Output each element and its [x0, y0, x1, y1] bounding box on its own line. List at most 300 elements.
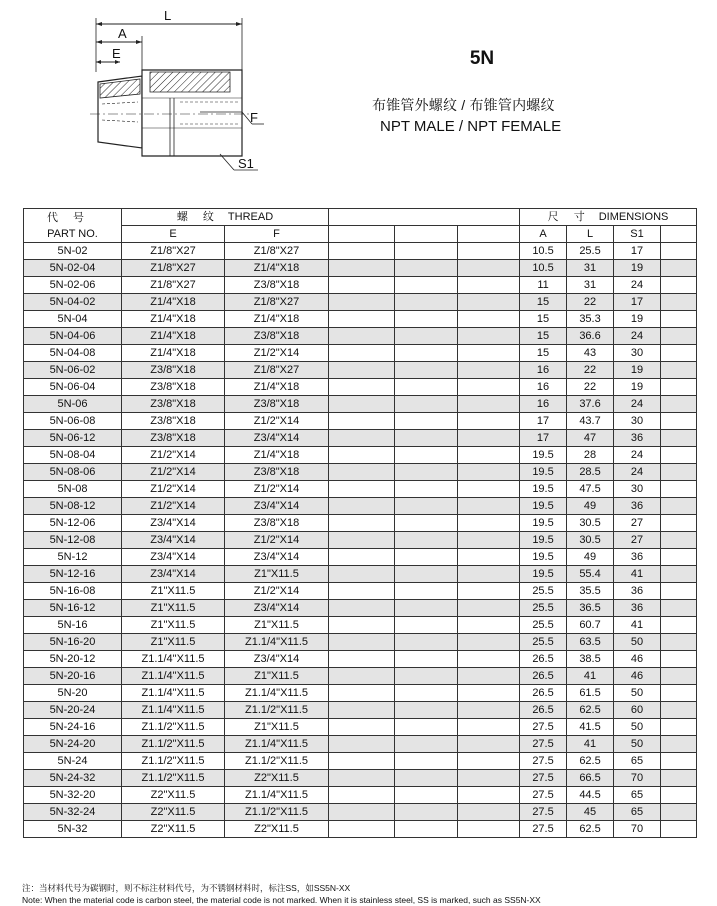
- thread-e-cell: Z1/2"X14: [122, 498, 225, 515]
- empty-cell: [661, 260, 697, 277]
- dim-a-cell: 17: [520, 430, 567, 447]
- part-no-cell: 5N-02-06: [24, 277, 122, 294]
- empty-cell: [661, 345, 697, 362]
- part-no-cell: 5N-16-20: [24, 634, 122, 651]
- dim-s1-cell: 60: [614, 702, 661, 719]
- thread-f-cell: Z1/4"X18: [225, 379, 329, 396]
- dim-s1-cell: 27: [614, 532, 661, 549]
- dim-s1-cell: 19: [614, 260, 661, 277]
- dim-l-cell: 41: [567, 736, 614, 753]
- empty-cell: [329, 379, 395, 396]
- table-row: [24, 345, 697, 362]
- thread-e-cell: Z1/2"X14: [122, 481, 225, 498]
- dim-s1-cell: 30: [614, 345, 661, 362]
- thread-e-cell: Z3/8"X18: [122, 413, 225, 430]
- empty-cell: [458, 617, 520, 634]
- dim-l-cell: 36.6: [567, 328, 614, 345]
- empty-cell: [329, 345, 395, 362]
- thread-f-cell: Z1/4"X18: [225, 447, 329, 464]
- header-empty: [329, 226, 395, 243]
- part-no-cell: 5N-04-06: [24, 328, 122, 345]
- part-no-cell: 5N-12-16: [24, 566, 122, 583]
- dim-a-cell: 19.5: [520, 464, 567, 481]
- header-empty: [458, 226, 520, 243]
- dim-a-cell: 26.5: [520, 651, 567, 668]
- empty-cell: [329, 787, 395, 804]
- dim-a-cell: 19.5: [520, 447, 567, 464]
- empty-cell: [395, 260, 458, 277]
- dim-l-cell: 44.5: [567, 787, 614, 804]
- empty-cell: [661, 413, 697, 430]
- empty-cell: [458, 498, 520, 515]
- thread-f-cell: Z1/2"X14: [225, 583, 329, 600]
- dim-l-cell: 28.5: [567, 464, 614, 481]
- dim-l-cell: 62.5: [567, 821, 614, 838]
- thread-e-cell: Z2"X11.5: [122, 787, 225, 804]
- empty-cell: [458, 566, 520, 583]
- part-no-cell: 5N-06: [24, 396, 122, 413]
- thread-f-cell: Z3/8"X18: [225, 277, 329, 294]
- empty-cell: [661, 481, 697, 498]
- table-row: [24, 804, 697, 821]
- empty-cell: [661, 498, 697, 515]
- table-row: [24, 702, 697, 719]
- part-no-cell: 5N-08: [24, 481, 122, 498]
- dim-l-cell: 37.6: [567, 396, 614, 413]
- part-no-cell: 5N-04-02: [24, 294, 122, 311]
- dim-s1-cell: 36: [614, 600, 661, 617]
- part-no-cell: 5N-02-04: [24, 260, 122, 277]
- header-row-bottom: [24, 226, 697, 243]
- thread-f-cell: Z1/4"X18: [225, 311, 329, 328]
- dim-a-cell: 27.5: [520, 770, 567, 787]
- empty-cell: [458, 362, 520, 379]
- dim-l-cell: 43: [567, 345, 614, 362]
- empty-cell: [395, 345, 458, 362]
- dim-l-cell: 43.7: [567, 413, 614, 430]
- empty-cell: [329, 277, 395, 294]
- dim-a-cell: 19.5: [520, 532, 567, 549]
- dim-l-cell: 61.5: [567, 685, 614, 702]
- empty-cell: [395, 515, 458, 532]
- empty-cell: [661, 719, 697, 736]
- empty-cell: [661, 617, 697, 634]
- empty-cell: [329, 702, 395, 719]
- empty-cell: [661, 600, 697, 617]
- table-row: [24, 328, 697, 345]
- empty-cell: [458, 549, 520, 566]
- empty-cell: [458, 260, 520, 277]
- dim-a-cell: 16: [520, 379, 567, 396]
- dim-l-cell: 30.5: [567, 532, 614, 549]
- empty-cell: [329, 328, 395, 345]
- empty-cell: [661, 668, 697, 685]
- empty-cell: [661, 515, 697, 532]
- empty-cell: [458, 753, 520, 770]
- empty-cell: [661, 396, 697, 413]
- dim-l-cell: 49: [567, 549, 614, 566]
- empty-cell: [329, 549, 395, 566]
- empty-cell: [661, 464, 697, 481]
- header-l: L: [567, 226, 614, 243]
- table-row: [24, 600, 697, 617]
- dim-s1-cell: 36: [614, 549, 661, 566]
- part-no-cell: 5N-24-20: [24, 736, 122, 753]
- header-dim-en: DIMENSIONS: [598, 211, 669, 223]
- empty-cell: [395, 294, 458, 311]
- table-row: [24, 243, 697, 260]
- header-dimensions: [520, 209, 697, 226]
- part-no-cell: 5N-24-16: [24, 719, 122, 736]
- empty-cell: [329, 362, 395, 379]
- dim-s1-cell: 30: [614, 413, 661, 430]
- dim-a-cell: 27.5: [520, 736, 567, 753]
- table-row: [24, 430, 697, 447]
- thread-e-cell: Z1.1/2"X11.5: [122, 770, 225, 787]
- part-no-cell: 5N-32: [24, 821, 122, 838]
- thread-f-cell: Z3/4"X14: [225, 430, 329, 447]
- empty-cell: [329, 464, 395, 481]
- thread-e-cell: Z1/8"X27: [122, 277, 225, 294]
- part-no-cell: 5N-32-24: [24, 804, 122, 821]
- header-part-cn: 代 号: [46, 211, 91, 224]
- table-row: [24, 634, 697, 651]
- thread-e-cell: Z1.1/2"X11.5: [122, 753, 225, 770]
- header-s1: S1: [614, 226, 661, 243]
- thread-f-cell: Z1.1/2"X11.5: [225, 702, 329, 719]
- dim-s1-cell: 65: [614, 787, 661, 804]
- empty-cell: [395, 311, 458, 328]
- empty-cell: [329, 396, 395, 413]
- part-no-cell: 5N-16-12: [24, 600, 122, 617]
- empty-cell: [661, 702, 697, 719]
- empty-cell: [395, 651, 458, 668]
- empty-cell: [458, 685, 520, 702]
- dim-l-cell: 35.5: [567, 583, 614, 600]
- empty-cell: [395, 549, 458, 566]
- empty-cell: [661, 634, 697, 651]
- thread-e-cell: Z1/2"X14: [122, 464, 225, 481]
- part-no-cell: 5N-16-08: [24, 583, 122, 600]
- thread-f-cell: Z1"X11.5: [225, 719, 329, 736]
- thread-e-cell: Z1"X11.5: [122, 634, 225, 651]
- empty-cell: [458, 702, 520, 719]
- empty-cell: [661, 532, 697, 549]
- dim-s1-cell: 46: [614, 668, 661, 685]
- dim-s1-cell: 17: [614, 294, 661, 311]
- fitting-drawing: [80, 2, 280, 187]
- table-row: [24, 583, 697, 600]
- empty-cell: [329, 532, 395, 549]
- description-cn: 布锥管外螺纹 / 布锥管内螺纹: [372, 97, 555, 113]
- dim-s1-cell: 24: [614, 328, 661, 345]
- thread-f-cell: Z1/8"X27: [225, 243, 329, 260]
- table-row: [24, 651, 697, 668]
- dim-label-l: L: [164, 8, 172, 23]
- empty-cell: [329, 430, 395, 447]
- dim-l-cell: 22: [567, 362, 614, 379]
- part-no-cell: 5N-24-32: [24, 770, 122, 787]
- empty-cell: [329, 243, 395, 260]
- empty-cell: [329, 481, 395, 498]
- dim-l-cell: 62.5: [567, 753, 614, 770]
- empty-cell: [395, 277, 458, 294]
- dim-l-cell: 45: [567, 804, 614, 821]
- part-no-cell: 5N-12: [24, 549, 122, 566]
- dim-l-cell: 28: [567, 447, 614, 464]
- table-row: [24, 260, 697, 277]
- dim-s1-cell: 65: [614, 804, 661, 821]
- empty-cell: [395, 566, 458, 583]
- dim-l-cell: 49: [567, 498, 614, 515]
- dim-s1-cell: 50: [614, 685, 661, 702]
- thread-e-cell: Z3/4"X14: [122, 532, 225, 549]
- dim-s1-cell: 19: [614, 362, 661, 379]
- empty-cell: [329, 634, 395, 651]
- dim-s1-cell: 24: [614, 447, 661, 464]
- empty-cell: [395, 447, 458, 464]
- thread-f-cell: Z1/8"X27: [225, 294, 329, 311]
- empty-cell: [661, 277, 697, 294]
- thread-e-cell: Z1"X11.5: [122, 600, 225, 617]
- empty-cell: [458, 311, 520, 328]
- empty-cell: [661, 566, 697, 583]
- dim-s1-cell: 70: [614, 821, 661, 838]
- thread-e-cell: Z3/4"X14: [122, 549, 225, 566]
- dim-a-cell: 15: [520, 294, 567, 311]
- thread-e-cell: Z1/4"X18: [122, 311, 225, 328]
- table-row: [24, 685, 697, 702]
- dim-l-cell: 62.5: [567, 702, 614, 719]
- thread-e-cell: Z1.1/2"X11.5: [122, 719, 225, 736]
- empty-cell: [395, 617, 458, 634]
- thread-f-cell: Z1.1/2"X11.5: [225, 804, 329, 821]
- header-thread-cn: 螺 纹: [176, 211, 220, 223]
- thread-f-cell: Z1.1/4"X11.5: [225, 736, 329, 753]
- dim-a-cell: 17: [520, 413, 567, 430]
- empty-cell: [458, 651, 520, 668]
- empty-cell: [329, 685, 395, 702]
- dim-l-cell: 41: [567, 668, 614, 685]
- dim-s1-cell: 41: [614, 566, 661, 583]
- part-no-cell: 5N-06-04: [24, 379, 122, 396]
- empty-cell: [395, 753, 458, 770]
- dim-a-cell: 27.5: [520, 821, 567, 838]
- thread-e-cell: Z1"X11.5: [122, 617, 225, 634]
- empty-cell: [458, 430, 520, 447]
- table-row: [24, 464, 697, 481]
- empty-cell: [458, 583, 520, 600]
- dim-s1-cell: 36: [614, 583, 661, 600]
- empty-cell: [395, 464, 458, 481]
- table-row: [24, 566, 697, 583]
- empty-cell: [329, 719, 395, 736]
- thread-e-cell: Z1/8"X27: [122, 243, 225, 260]
- thread-e-cell: Z3/8"X18: [122, 430, 225, 447]
- dim-l-cell: 31: [567, 260, 614, 277]
- dim-s1-cell: 50: [614, 719, 661, 736]
- dim-l-cell: 47.5: [567, 481, 614, 498]
- empty-cell: [395, 243, 458, 260]
- empty-cell: [458, 770, 520, 787]
- empty-cell: [395, 430, 458, 447]
- dim-l-cell: 38.5: [567, 651, 614, 668]
- empty-cell: [329, 294, 395, 311]
- thread-e-cell: Z2"X11.5: [122, 821, 225, 838]
- dim-a-cell: 16: [520, 396, 567, 413]
- empty-cell: [661, 821, 697, 838]
- thread-e-cell: Z1.1/4"X11.5: [122, 685, 225, 702]
- empty-cell: [661, 651, 697, 668]
- part-no-cell: 5N-20-24: [24, 702, 122, 719]
- part-no-cell: 5N-08-04: [24, 447, 122, 464]
- header-part-en: PART NO.: [47, 227, 98, 240]
- dim-l-cell: 25.5: [567, 243, 614, 260]
- thread-e-cell: Z3/8"X18: [122, 362, 225, 379]
- empty-cell: [329, 668, 395, 685]
- table-row: [24, 413, 697, 430]
- empty-cell: [661, 753, 697, 770]
- empty-cell: [661, 770, 697, 787]
- dim-a-cell: 15: [520, 345, 567, 362]
- thread-f-cell: Z3/8"X18: [225, 464, 329, 481]
- table-row: [24, 277, 697, 294]
- empty-cell: [661, 583, 697, 600]
- empty-cell: [458, 413, 520, 430]
- part-no-cell: 5N-20-16: [24, 668, 122, 685]
- empty-cell: [329, 600, 395, 617]
- dim-l-cell: 22: [567, 379, 614, 396]
- thread-f-cell: Z3/4"X14: [225, 498, 329, 515]
- table-row: [24, 362, 697, 379]
- empty-cell: [329, 260, 395, 277]
- header-part: [24, 209, 122, 243]
- dim-a-cell: 26.5: [520, 668, 567, 685]
- thread-e-cell: Z1/4"X18: [122, 345, 225, 362]
- empty-cell: [395, 719, 458, 736]
- table-row: [24, 481, 697, 498]
- empty-cell: [458, 345, 520, 362]
- part-no-cell: 5N-02: [24, 243, 122, 260]
- header-dim-cn: 尺 寸: [547, 211, 591, 223]
- empty-cell: [395, 498, 458, 515]
- dim-l-cell: 41.5: [567, 719, 614, 736]
- dim-label-f: F: [250, 110, 258, 125]
- note-en: Note: When the material code is carbon steel, the material code is not marked. When it is stainless steel, SS is marked, such as SS5N-XX: [22, 895, 541, 905]
- empty-cell: [458, 787, 520, 804]
- part-no-cell: 5N-08-12: [24, 498, 122, 515]
- part-no-cell: 5N-06-12: [24, 430, 122, 447]
- part-no-cell: 5N-20: [24, 685, 122, 702]
- thread-f-cell: Z1.1/4"X11.5: [225, 787, 329, 804]
- dim-a-cell: 19.5: [520, 566, 567, 583]
- empty-cell: [395, 685, 458, 702]
- empty-cell: [395, 532, 458, 549]
- empty-cell: [329, 736, 395, 753]
- thread-e-cell: Z1.1/4"X11.5: [122, 702, 225, 719]
- dim-label-e: E: [112, 46, 121, 61]
- empty-cell: [395, 600, 458, 617]
- empty-cell: [458, 277, 520, 294]
- empty-cell: [661, 243, 697, 260]
- thread-f-cell: Z3/8"X18: [225, 396, 329, 413]
- empty-cell: [329, 311, 395, 328]
- table-row: [24, 821, 697, 838]
- part-no-cell: 5N-24: [24, 753, 122, 770]
- dim-a-cell: 26.5: [520, 685, 567, 702]
- empty-cell: [458, 532, 520, 549]
- dim-l-cell: 55.4: [567, 566, 614, 583]
- thread-f-cell: Z1/2"X14: [225, 532, 329, 549]
- dim-l-cell: 22: [567, 294, 614, 311]
- thread-f-cell: Z2"X11.5: [225, 770, 329, 787]
- table-row: [24, 498, 697, 515]
- dim-a-cell: 19.5: [520, 498, 567, 515]
- thread-f-cell: Z1/2"X14: [225, 481, 329, 498]
- dim-a-cell: 11: [520, 277, 567, 294]
- empty-cell: [661, 430, 697, 447]
- table-row: [24, 311, 697, 328]
- dim-label-a: A: [118, 26, 127, 41]
- thread-e-cell: Z3/4"X14: [122, 515, 225, 532]
- empty-cell: [458, 634, 520, 651]
- dim-a-cell: 15: [520, 311, 567, 328]
- empty-cell: [395, 379, 458, 396]
- empty-cell: [395, 634, 458, 651]
- dim-s1-cell: 17: [614, 243, 661, 260]
- dim-s1-cell: 27: [614, 515, 661, 532]
- thread-f-cell: Z3/8"X18: [225, 328, 329, 345]
- thread-f-cell: Z3/4"X14: [225, 600, 329, 617]
- dim-a-cell: 25.5: [520, 600, 567, 617]
- empty-cell: [661, 787, 697, 804]
- table-row: [24, 736, 697, 753]
- part-no-cell: 5N-04: [24, 311, 122, 328]
- empty-cell: [329, 617, 395, 634]
- dim-a-cell: 25.5: [520, 634, 567, 651]
- empty-cell: [395, 736, 458, 753]
- table-row: [24, 532, 697, 549]
- empty-cell: [458, 328, 520, 345]
- thread-e-cell: Z1/4"X18: [122, 328, 225, 345]
- dim-s1-cell: 50: [614, 736, 661, 753]
- empty-cell: [329, 753, 395, 770]
- empty-cell: [395, 583, 458, 600]
- dim-s1-cell: 70: [614, 770, 661, 787]
- dim-a-cell: 15: [520, 328, 567, 345]
- empty-cell: [395, 362, 458, 379]
- dim-a-cell: 19.5: [520, 549, 567, 566]
- thread-f-cell: Z1/4"X18: [225, 260, 329, 277]
- table-row: [24, 787, 697, 804]
- dim-l-cell: 31: [567, 277, 614, 294]
- empty-cell: [661, 294, 697, 311]
- thread-e-cell: Z1.1/4"X11.5: [122, 651, 225, 668]
- header-empty: [395, 226, 458, 243]
- dim-a-cell: 10.5: [520, 243, 567, 260]
- thread-f-cell: Z1"X11.5: [225, 566, 329, 583]
- dim-label-s1: S1: [238, 156, 254, 171]
- empty-cell: [329, 651, 395, 668]
- thread-f-cell: Z1"X11.5: [225, 668, 329, 685]
- notes: [22, 882, 541, 906]
- dim-a-cell: 19.5: [520, 481, 567, 498]
- empty-cell: [661, 379, 697, 396]
- thread-f-cell: Z1.1/2"X11.5: [225, 753, 329, 770]
- empty-cell: [458, 668, 520, 685]
- thread-e-cell: Z3/8"X18: [122, 396, 225, 413]
- empty-cell: [395, 787, 458, 804]
